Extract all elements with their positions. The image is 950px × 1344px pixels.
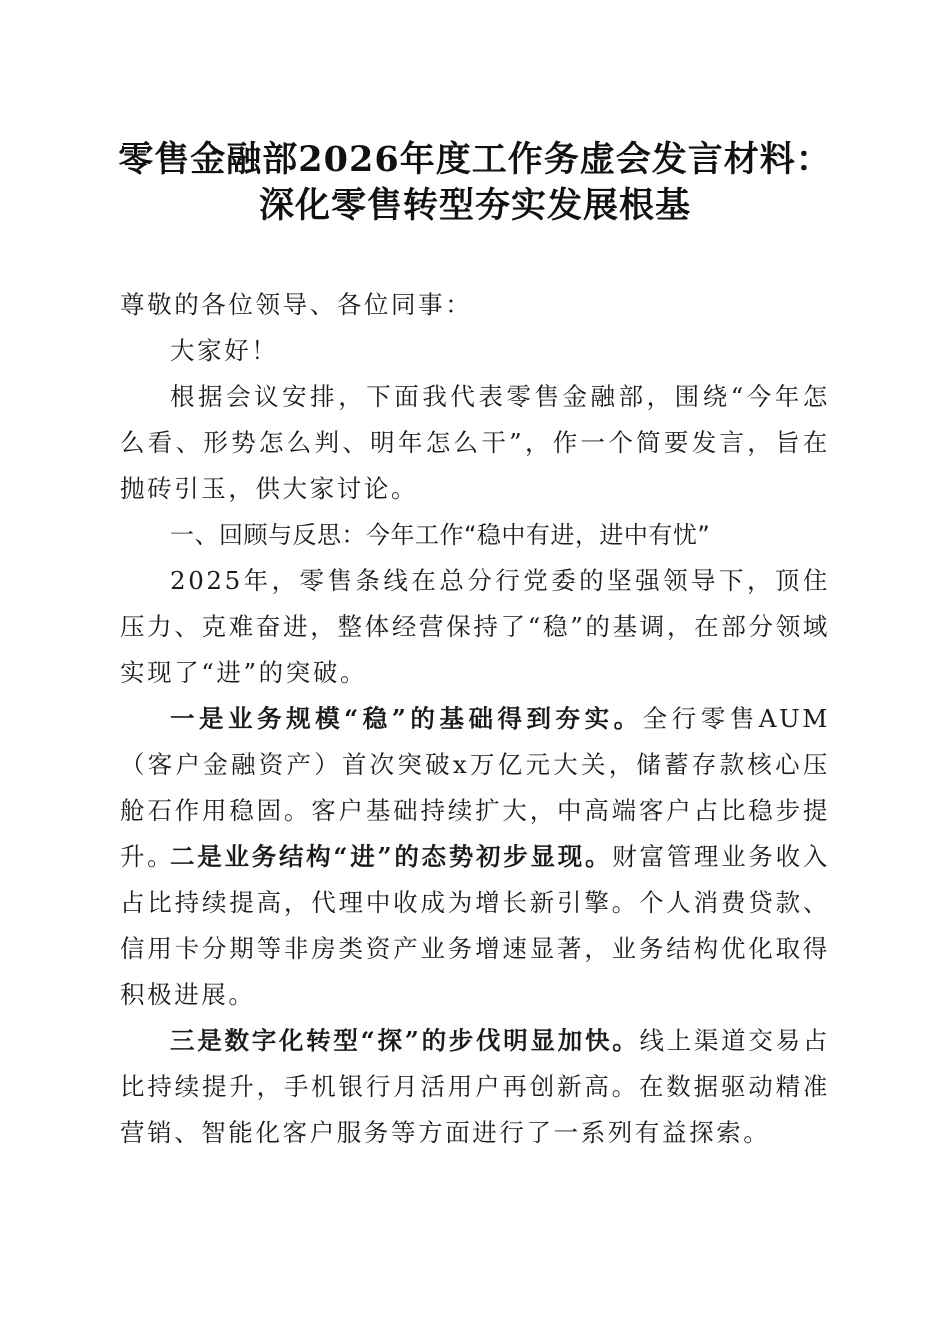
- intro-paragraph: 根据会议安排，下面我代表零售金融部，围绕“今年怎么看、形势怎么判、明年怎么干”，作一个简要发言，旨在抛砖引玉，供大家讨论。: [120, 382, 830, 503]
- point-1-text: 全行零售AUM（客户金融资产）首次突破x万亿元大关，储蓄存款核心压舱石作用稳固。客户基础持续扩大，中高端客户占比稳步提升。: [120, 704, 830, 871]
- document-title-line-1: 零售金融部2026年度工作务虚会发言材料：: [118, 139, 832, 180]
- point-3-paragraph: [120, 1018, 830, 1156]
- point-1-lead: 一是业务规模“稳”的基础得到夯实。: [170, 704, 643, 733]
- section-1-heading: 一、回顾与反思：今年工作“稳中有进，进中有忧”: [170, 521, 711, 549]
- greeting: 大家好！: [170, 336, 279, 365]
- salutation: 尊敬的各位领导、各位同事：: [120, 290, 473, 319]
- point-2-text: 财富管理业务收入占比持续提高，代理中收成为增长新引擎。个人消费贷款、信用卡分期等非房类资产业务增速显著，业务结构优化取得积极进展。: [120, 842, 830, 1009]
- section-1-paragraph: 2025年，零售条线在总分行党委的坚强领导下，顶住压力、克难奋进，整体经营保持了“稳”的基调，在部分领域实现了“进”的突破。: [120, 566, 830, 687]
- point-2-lead: 二是业务结构“进”的态势初步显现。: [170, 842, 613, 871]
- point-2-paragraph: [120, 834, 830, 1018]
- point-3-text: 线上渠道交易占比持续提升，手机银行月活用户再创新高。在数据驱动精准营销、智能化客户服务等方面进行了一系列有益探索。: [120, 1026, 830, 1147]
- document-title-line-2: 深化零售转型夯实发展根基: [258, 185, 691, 226]
- point-3-lead: 三是数字化转型“探”的步伐明显加快。: [170, 1026, 640, 1055]
